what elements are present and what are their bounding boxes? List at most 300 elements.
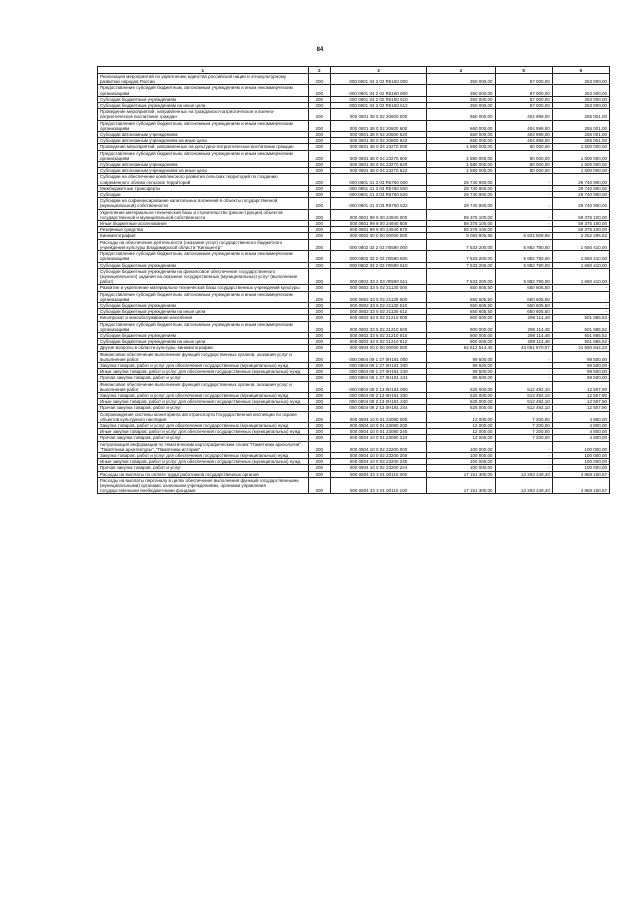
table-row [98, 399, 610, 405]
table-row [98, 150, 610, 161]
approved-amount: 12 000,00 [427, 435, 495, 441]
approved-amount: 29 740 900,00 [427, 174, 495, 185]
table-row [98, 132, 610, 138]
budget-code: 000 0801 38 0 04 23270 620 [330, 162, 426, 168]
approved-amount: 350 000,00 [427, 103, 495, 109]
row-name: Закупка товаров, работ и услуг для обеспечения государственных (муниципальных) нужд [98, 422, 309, 428]
admin-code: 200 [308, 103, 330, 109]
unexecuted-amount: 21 550 844,33 [552, 345, 609, 351]
executed-amount: - [495, 453, 552, 459]
row-name: Прочая закупка товаров, работ и услуг [98, 375, 309, 381]
executed-amount: 87 000,00 [495, 103, 552, 109]
admin-code: 200 [308, 109, 330, 120]
unexecuted-amount: 4 868 150,57 [552, 477, 609, 494]
admin-code: 200 [308, 411, 330, 422]
row-name: Субсидии [98, 192, 309, 198]
admin-code: 200 [308, 429, 330, 435]
approved-amount: 1 580 000,00 [427, 168, 495, 174]
table-row [98, 138, 610, 144]
row-name: Прочая закупка товаров, работ и услуг [98, 435, 309, 441]
admin-code: 200 [308, 132, 330, 138]
budget-code: 000 0801 41 3 03 R5760 500 [330, 185, 426, 191]
approved-amount: 7 533 200,00 [427, 239, 495, 250]
executed-amount: - [495, 459, 552, 465]
executed-amount: 650 605,50 [495, 302, 552, 308]
unexecuted-amount: 255 001,00 [552, 120, 609, 131]
admin-code: 200 [308, 198, 330, 209]
approved-amount: 525 000,00 [427, 392, 495, 398]
budget-code: 000 0801 99 9 00 24940 000 [330, 209, 426, 220]
table-row [98, 109, 610, 120]
budget-code: 000 0802 33 5 02 21130 600 [330, 291, 426, 302]
executed-amount: 7 200,00 [495, 435, 552, 441]
table-row [98, 285, 610, 291]
row-name: Прочая закупка товаров, работ и услуг [98, 465, 309, 471]
row-name: Предоставление субсидий бюджетным, автономным учреждениям и иным некоммерческим организациям [98, 291, 309, 302]
row-name: Субсидии бюджетным учреждениям на финансовое обеспечение государственного (муниципального) задания на оказание государственных (муниципальных) услуг (выполнение работ) [98, 268, 309, 285]
row-name: Закупка товаров, работ и услуг для обеспечения государственных (муниципальных) нужд [98, 453, 309, 459]
executed-amount: 43 061 670,07 [495, 345, 552, 351]
approved-amount: 1 580 000,00 [427, 162, 495, 168]
budget-code: 000 0801 38 0 02 20600 622 [330, 138, 426, 144]
approved-amount: 64 612 514,40 [427, 345, 495, 351]
approved-amount: 17 151 300,00 [427, 477, 495, 494]
row-name: Межбюджетные трансферты [98, 185, 309, 191]
admin-code: 200 [308, 441, 330, 452]
budget-code: 000 0804 33 3 01 00110 100 [330, 477, 426, 494]
table-row [98, 174, 610, 185]
page-number: 84 [316, 47, 324, 53]
row-name: Укрепление материально-технической базы и строительство (реконструкция) объектов государственной и муниципальной собственности [98, 209, 309, 220]
executed-amount: - [495, 192, 552, 198]
table-row [98, 198, 610, 209]
table-row [98, 405, 610, 411]
approved-amount: 650 605,50 [427, 309, 495, 315]
budget-code: 000 0802 33 2 03 Л0590 600 [330, 251, 426, 262]
table-row [98, 381, 610, 392]
row-name: Субсидии бюджетным учреждениям на иные цели [98, 309, 309, 315]
row-name: Финансовое обеспечение выполнения функций государственных органов, оказания услуг и выполнения работ [98, 381, 309, 392]
unexecuted-amount: 99 500,00 [552, 351, 609, 362]
unexecuted-amount: 59 375 100,00 [552, 209, 609, 220]
row-name: Развитие и укрепление материально-технической базы государственных учреждений культуры [98, 285, 309, 291]
row-name: Субсидии автономным учреждениям [98, 162, 309, 168]
approved-amount: 12 000,00 [427, 411, 495, 422]
approved-amount: 350 000,00 [427, 85, 495, 96]
approved-amount: 650 605,50 [427, 291, 495, 302]
table-row [98, 302, 610, 308]
table-row [98, 339, 610, 345]
approved-amount: 7 533 200,00 [427, 262, 495, 268]
row-name: Предоставление субсидий бюджетным, автономным учреждениям и иным некоммерческим организациям [98, 251, 309, 262]
admin-code: 200 [308, 251, 330, 262]
executed-amount: 298 114,48 [495, 321, 552, 332]
row-name: Субсидии бюджетным учреждениям [98, 302, 309, 308]
unexecuted-amount: 100 000,00 [552, 465, 609, 471]
executed-amount: 7 200,00 [495, 429, 552, 435]
unexecuted-amount: 1 650 410,00 [552, 268, 609, 285]
executed-amount: 5 882 790,00 [495, 251, 552, 262]
executed-amount: 404 999,00 [495, 120, 552, 131]
table-row [98, 309, 610, 315]
table-row [98, 74, 610, 85]
unexecuted-amount: 601 885,52 [552, 339, 609, 345]
approved-amount: 660 000,00 [427, 120, 495, 131]
unexecuted-amount: 263 000,00 [552, 85, 609, 96]
executed-amount: - [495, 369, 552, 375]
unexecuted-amount: 12 507,90 [552, 392, 609, 398]
admin-code: 200 [308, 351, 330, 362]
row-name: Предоставление субсидий бюджетным, автономным учреждениям и иным некоммерческим организациям [98, 120, 309, 131]
unexecuted-amount: 12 507,90 [552, 405, 609, 411]
budget-code: 000 0802 33 5 02 21210 000 [330, 315, 426, 321]
executed-amount: 512 492,10 [495, 405, 552, 411]
executed-amount: - [495, 221, 552, 227]
unexecuted-amount: 1 500 000,00 [552, 150, 609, 161]
admin-code: 200 [308, 268, 330, 285]
unexecuted-amount: 100 000,00 [552, 441, 609, 452]
approved-amount: 99 500,00 [427, 351, 495, 362]
executed-amount: 512 492,10 [495, 392, 552, 398]
executed-amount: 512 492,10 [495, 399, 552, 405]
table-row [98, 120, 610, 131]
budget-code: 000 0802 33 5 02 21210 612 [330, 339, 426, 345]
executed-amount: 87 000,00 [495, 74, 552, 85]
unexecuted-amount: 100 000,00 [552, 459, 609, 465]
admin-code: 200 [308, 422, 330, 428]
table-row [98, 441, 610, 452]
budget-code: 000 0804 09 2 13 0Н191 244 [330, 405, 426, 411]
unexecuted-amount: 1 500 000,00 [552, 162, 609, 168]
table-row [98, 162, 610, 168]
column-header: 5 [495, 67, 552, 74]
admin-code: 200 [308, 209, 330, 220]
unexecuted-amount: 12 507,90 [552, 399, 609, 405]
unexecuted-amount: - [552, 302, 609, 308]
admin-code: 200 [308, 233, 330, 239]
budget-code: 000 0801 34 2 02 R5160 610 [330, 96, 426, 102]
unexecuted-amount: 100 000,00 [552, 453, 609, 459]
row-name: Проведение мероприятий, направленных на гражданско-патриотическое и военно-патриотическое воспитание граждан [98, 109, 309, 120]
admin-code: 200 [308, 192, 330, 198]
executed-amount: - [495, 174, 552, 185]
approved-amount: 650 605,50 [427, 302, 495, 308]
approved-amount: 350 000,00 [427, 74, 495, 85]
budget-code: 000 0801 38 0 04 23270 000 [330, 144, 426, 150]
budget-code: 000 0802 33 2 03 Л0590 610 [330, 262, 426, 268]
admin-code: 200 [308, 435, 330, 441]
unexecuted-amount: 59 375 100,00 [552, 221, 609, 227]
approved-amount: 59 375 100,00 [427, 227, 495, 233]
executed-amount: - [495, 362, 552, 368]
unexecuted-amount: 4 800,00 [552, 422, 609, 428]
table-row [98, 85, 610, 96]
approved-amount: 1 580 000,00 [427, 144, 495, 150]
budget-code: 000 0804 10 0 01 23080 000 [330, 411, 426, 422]
table-row [98, 411, 610, 422]
approved-amount: 525 000,00 [427, 399, 495, 405]
row-name: Предоставление субсидий бюджетным, автономным учреждениям и иным некоммерческим организациям [98, 321, 309, 332]
unexecuted-amount: 99 500,00 [552, 375, 609, 381]
approved-amount: 7 533 200,00 [427, 268, 495, 285]
unexecuted-amount: 263 000,00 [552, 103, 609, 109]
admin-code: 200 [308, 74, 330, 85]
admin-code: 200 [308, 285, 330, 291]
table-row [98, 168, 610, 174]
unexecuted-amount: 263 000,00 [552, 96, 609, 102]
budget-code: 000 0804 10 0 02 23200 240 [330, 459, 426, 465]
budget-code: 000 0804 10 0 02 23200 000 [330, 441, 426, 452]
column-header: 4 [427, 67, 495, 74]
unexecuted-amount: - [552, 291, 609, 302]
row-name: Субсидии автономным учреждениям на иные цели [98, 138, 309, 144]
executed-amount: 5 882 790,00 [495, 268, 552, 285]
budget-code: 000 0804 10 0 02 23200 244 [330, 465, 426, 471]
admin-code: 200 [308, 174, 330, 185]
approved-amount: 525 000,00 [427, 381, 495, 392]
executed-amount: 80 000,00 [495, 168, 552, 174]
row-name: Проведение мероприятий, направленных на культурно-патриотическое воспитание граждан [98, 144, 309, 150]
table-row [98, 332, 610, 338]
table-row [98, 392, 610, 398]
budget-code: 000 0801 38 0 02 20600 620 [330, 132, 426, 138]
budget-code: 000 0801 99 9 00 24940 870 [330, 227, 426, 233]
unexecuted-amount: 601 885,52 [552, 315, 609, 321]
admin-code: 200 [308, 477, 330, 494]
budget-code: 000 0804 00 0 00 00000 000 [330, 345, 426, 351]
table-row [98, 96, 610, 102]
executed-amount: - [495, 441, 552, 452]
budget-code: 000 0801 38 0 02 20600 600 [330, 120, 426, 131]
row-name: Закупка товаров, работ и услуг для обеспечения государственных (муниципальных) нужд [98, 392, 309, 398]
admin-code: 200 [308, 85, 330, 96]
admin-code: 200 [308, 138, 330, 144]
admin-code: 200 [308, 144, 330, 150]
unexecuted-amount: 29 740 900,00 [552, 185, 609, 191]
row-name: Субсидии бюджетным учреждениям на иные цели [98, 103, 309, 109]
admin-code: 200 [308, 291, 330, 302]
unexecuted-amount: 12 507,90 [552, 381, 609, 392]
row-name: Расходы на выплаты по оплате труда работников государственных органов [98, 471, 309, 477]
table-row [98, 268, 610, 285]
admin-code: 200 [308, 345, 330, 351]
budget-code: 000 0801 41 3 03 R5760 000 [330, 174, 426, 185]
row-name: Прочая закупка товаров, работ и услуг [98, 405, 309, 411]
table-row [98, 345, 610, 351]
executed-amount: 404 999,00 [495, 109, 552, 120]
executed-amount: 80 000,00 [495, 162, 552, 168]
executed-amount: 87 000,00 [495, 96, 552, 102]
approved-amount: 29 740 900,00 [427, 198, 495, 209]
row-name: Сопровождение системы мониторинга автотранспорта Государственной инспекции по охране объектов культурного наследия [98, 411, 309, 422]
table-row [98, 262, 610, 268]
row-name: Резервные средства [98, 227, 309, 233]
unexecuted-amount: 1 650 410,00 [552, 251, 609, 262]
budget-code: 000 0801 34 2 02 R5160 000 [330, 74, 426, 85]
unexecuted-amount: 601 885,52 [552, 332, 609, 338]
budget-code: 000 0802 33 5 02 21210 600 [330, 321, 426, 332]
approved-amount: 100 000,00 [427, 465, 495, 471]
unexecuted-amount: 601 885,52 [552, 321, 609, 332]
row-name: Предоставление субсидий бюджетным, автономным учреждениям и иным некоммерческим организациям [98, 150, 309, 161]
column-header: 2 [308, 67, 330, 74]
executed-amount: 80 000,00 [495, 144, 552, 150]
unexecuted-amount: - [552, 309, 609, 315]
budget-code: 000 0802 33 2 03 Л0590 000 [330, 239, 426, 250]
approved-amount: 100 000,00 [427, 441, 495, 452]
row-name: Субсидии автономным учреждениям [98, 132, 309, 138]
executed-amount: 298 114,48 [495, 315, 552, 321]
admin-code: 200 [308, 369, 330, 375]
executed-amount: - [495, 375, 552, 381]
executed-amount: 87 000,00 [495, 85, 552, 96]
budget-code: 000 0801 34 2 02 R5160 612 [330, 103, 426, 109]
table-row [98, 435, 610, 441]
row-name: Предоставление субсидий бюджетным, автономным учреждениям и иным некоммерческим организациям [98, 85, 309, 96]
budget-code: 000 0802 33 5 02 21130 612 [330, 309, 426, 315]
approved-amount: 99 500,00 [427, 375, 495, 381]
admin-code: 200 [308, 362, 330, 368]
unexecuted-amount: 255 001,00 [552, 109, 609, 120]
unexecuted-amount: 29 740 900,00 [552, 174, 609, 185]
unexecuted-amount: 4 800,00 [552, 435, 609, 441]
admin-code: 200 [308, 162, 330, 168]
row-name: Субсидии бюджетным учреждениям [98, 262, 309, 268]
executed-amount: 650 605,50 [495, 291, 552, 302]
table-row [98, 351, 610, 362]
executed-amount: 7 200,00 [495, 422, 552, 428]
admin-code: 200 [308, 227, 330, 233]
row-name: Другие вопросы в области культуры, кинематографии [98, 345, 309, 351]
executed-amount: 404 999,00 [495, 138, 552, 144]
row-name: Закупка товаров, работ и услуг для обеспечения государственных (муниципальных) нужд [98, 362, 309, 368]
unexecuted-amount: 4 800,00 [552, 411, 609, 422]
executed-amount: 12 283 149,43 [495, 471, 552, 477]
row-name: Субсидии на софинансирование капитальных вложений в объекты государственной (муниципальной) собственности [98, 198, 309, 209]
row-name: Иные бюджетные ассигнования [98, 221, 309, 227]
budget-code: 000 0801 38 0 04 23270 622 [330, 168, 426, 174]
budget-code: 000 0804 09 2 13 0Н191 240 [330, 399, 426, 405]
budget-code: 000 0802 00 0 00 00000 000 [330, 233, 426, 239]
budget-code: 000 0801 99 9 00 24940 800 [330, 221, 426, 227]
admin-code: 200 [308, 405, 330, 411]
row-name: Субсидии бюджетным учреждениям [98, 96, 309, 102]
budget-code: 000 0801 38 0 02 20600 000 [330, 109, 426, 120]
executed-amount: 298 114,48 [495, 332, 552, 338]
approved-amount: 99 500,00 [427, 362, 495, 368]
unexecuted-amount: 59 375 100,00 [552, 227, 609, 233]
unexecuted-amount: 1 650 410,00 [552, 239, 609, 250]
admin-code: 200 [308, 321, 330, 332]
admin-code: 200 [308, 392, 330, 398]
admin-code: 200 [308, 399, 330, 405]
unexecuted-amount: 99 500,00 [552, 362, 609, 368]
executed-amount: - [495, 465, 552, 471]
budget-code: 000 0801 34 2 02 R5160 600 [330, 85, 426, 96]
column-header: 3 [330, 67, 426, 74]
table-row [98, 144, 610, 150]
approved-amount: 12 000,00 [427, 422, 495, 428]
approved-amount: 1 580 000,00 [427, 150, 495, 161]
admin-code: 200 [308, 150, 330, 161]
executed-amount: 7 200,00 [495, 411, 552, 422]
approved-amount: 59 375 100,00 [427, 209, 495, 220]
unexecuted-amount: 1 650 410,00 [552, 262, 609, 268]
row-name: Кинематография [98, 233, 309, 239]
executed-amount: - [495, 185, 552, 191]
unexecuted-amount: - [552, 285, 609, 291]
approved-amount: 350 000,00 [427, 96, 495, 102]
row-name: Иные закупки товаров, работ и услуг для обеспечения государственных (муниципальных) нужд [98, 399, 309, 405]
unexecuted-amount: 29 740 900,00 [552, 198, 609, 209]
admin-code: 200 [308, 381, 330, 392]
budget-code: 000 0804 09 1 27 0Н191 244 [330, 375, 426, 381]
row-name: Расходы на обеспечение деятельности (оказание услуг) государственного бюджетного учреждения культуры Владимирской области "Киноцентр" [98, 239, 309, 250]
approved-amount: 100 000,00 [427, 453, 495, 459]
executed-amount: 512 492,10 [495, 381, 552, 392]
approved-amount: 900 000,00 [427, 332, 495, 338]
admin-code: 200 [308, 239, 330, 250]
executed-amount: 298 114,48 [495, 339, 552, 345]
row-name: Субсидии на обеспечение комплексного развития сельских территорий по созданию современного облика сельских территорий [98, 174, 309, 185]
admin-code: 200 [308, 339, 330, 345]
executed-amount: 80 000,00 [495, 150, 552, 161]
row-name: Субсидии бюджетным учреждениям на иные цели [98, 339, 309, 345]
approved-amount: 660 000,00 [427, 109, 495, 120]
admin-code: 200 [308, 168, 330, 174]
column-header: 1 [98, 67, 309, 74]
unexecuted-amount: 1 500 000,00 [552, 168, 609, 174]
admin-code: 200 [308, 302, 330, 308]
executed-amount: 650 605,50 [495, 309, 552, 315]
approved-amount: 59 375 100,00 [427, 221, 495, 227]
executed-amount: - [495, 209, 552, 220]
table-row [98, 315, 610, 321]
approved-amount: 660 000,00 [427, 138, 495, 144]
table-row [98, 291, 610, 302]
admin-code: 200 [308, 120, 330, 131]
budget-code: 000 0804 10 0 01 23080 200 [330, 422, 426, 428]
unexecuted-amount: 263 000,00 [552, 74, 609, 85]
row-name: Иные закупки товаров, работ и услуг для обеспечения государственных (муниципальных) нужд [98, 369, 309, 375]
row-name: Актуализация информации по тематическим картографическим слоям "Памятники археологии", "Памятники архитектуры", "Памятники истории" [98, 441, 309, 452]
admin-code: 200 [308, 185, 330, 191]
admin-code: 200 [308, 309, 330, 315]
admin-code: 200 [308, 221, 330, 227]
approved-amount: 29 740 900,00 [427, 192, 495, 198]
executed-amount: 404 999,00 [495, 132, 552, 138]
executed-amount: 5 882 790,00 [495, 262, 552, 268]
approved-amount: 7 533 200,00 [427, 251, 495, 262]
table-row [98, 209, 610, 220]
budget-code: 000 0804 10 0 01 23080 240 [330, 429, 426, 435]
approved-amount: 525 000,00 [427, 405, 495, 411]
budget-code: 000 0801 41 3 03 R5760 520 [330, 192, 426, 198]
row-name: Субсидии бюджетным учреждениям [98, 332, 309, 338]
column-number-row [98, 67, 610, 74]
executed-amount: 650 605,50 [495, 285, 552, 291]
approved-amount: 900 000,00 [427, 339, 495, 345]
table-row [98, 477, 610, 494]
unexecuted-amount: 4 868 150,57 [552, 471, 609, 477]
budget-code: 000 0804 33 3 01 00110 000 [330, 471, 426, 477]
table-row [98, 471, 610, 477]
budget-code: 000 0804 09 1 27 0Н191 000 [330, 351, 426, 362]
table-row [98, 429, 610, 435]
approved-amount: 900 000,00 [427, 315, 495, 321]
approved-amount: 100 000,00 [427, 459, 495, 465]
table-body [98, 74, 610, 494]
